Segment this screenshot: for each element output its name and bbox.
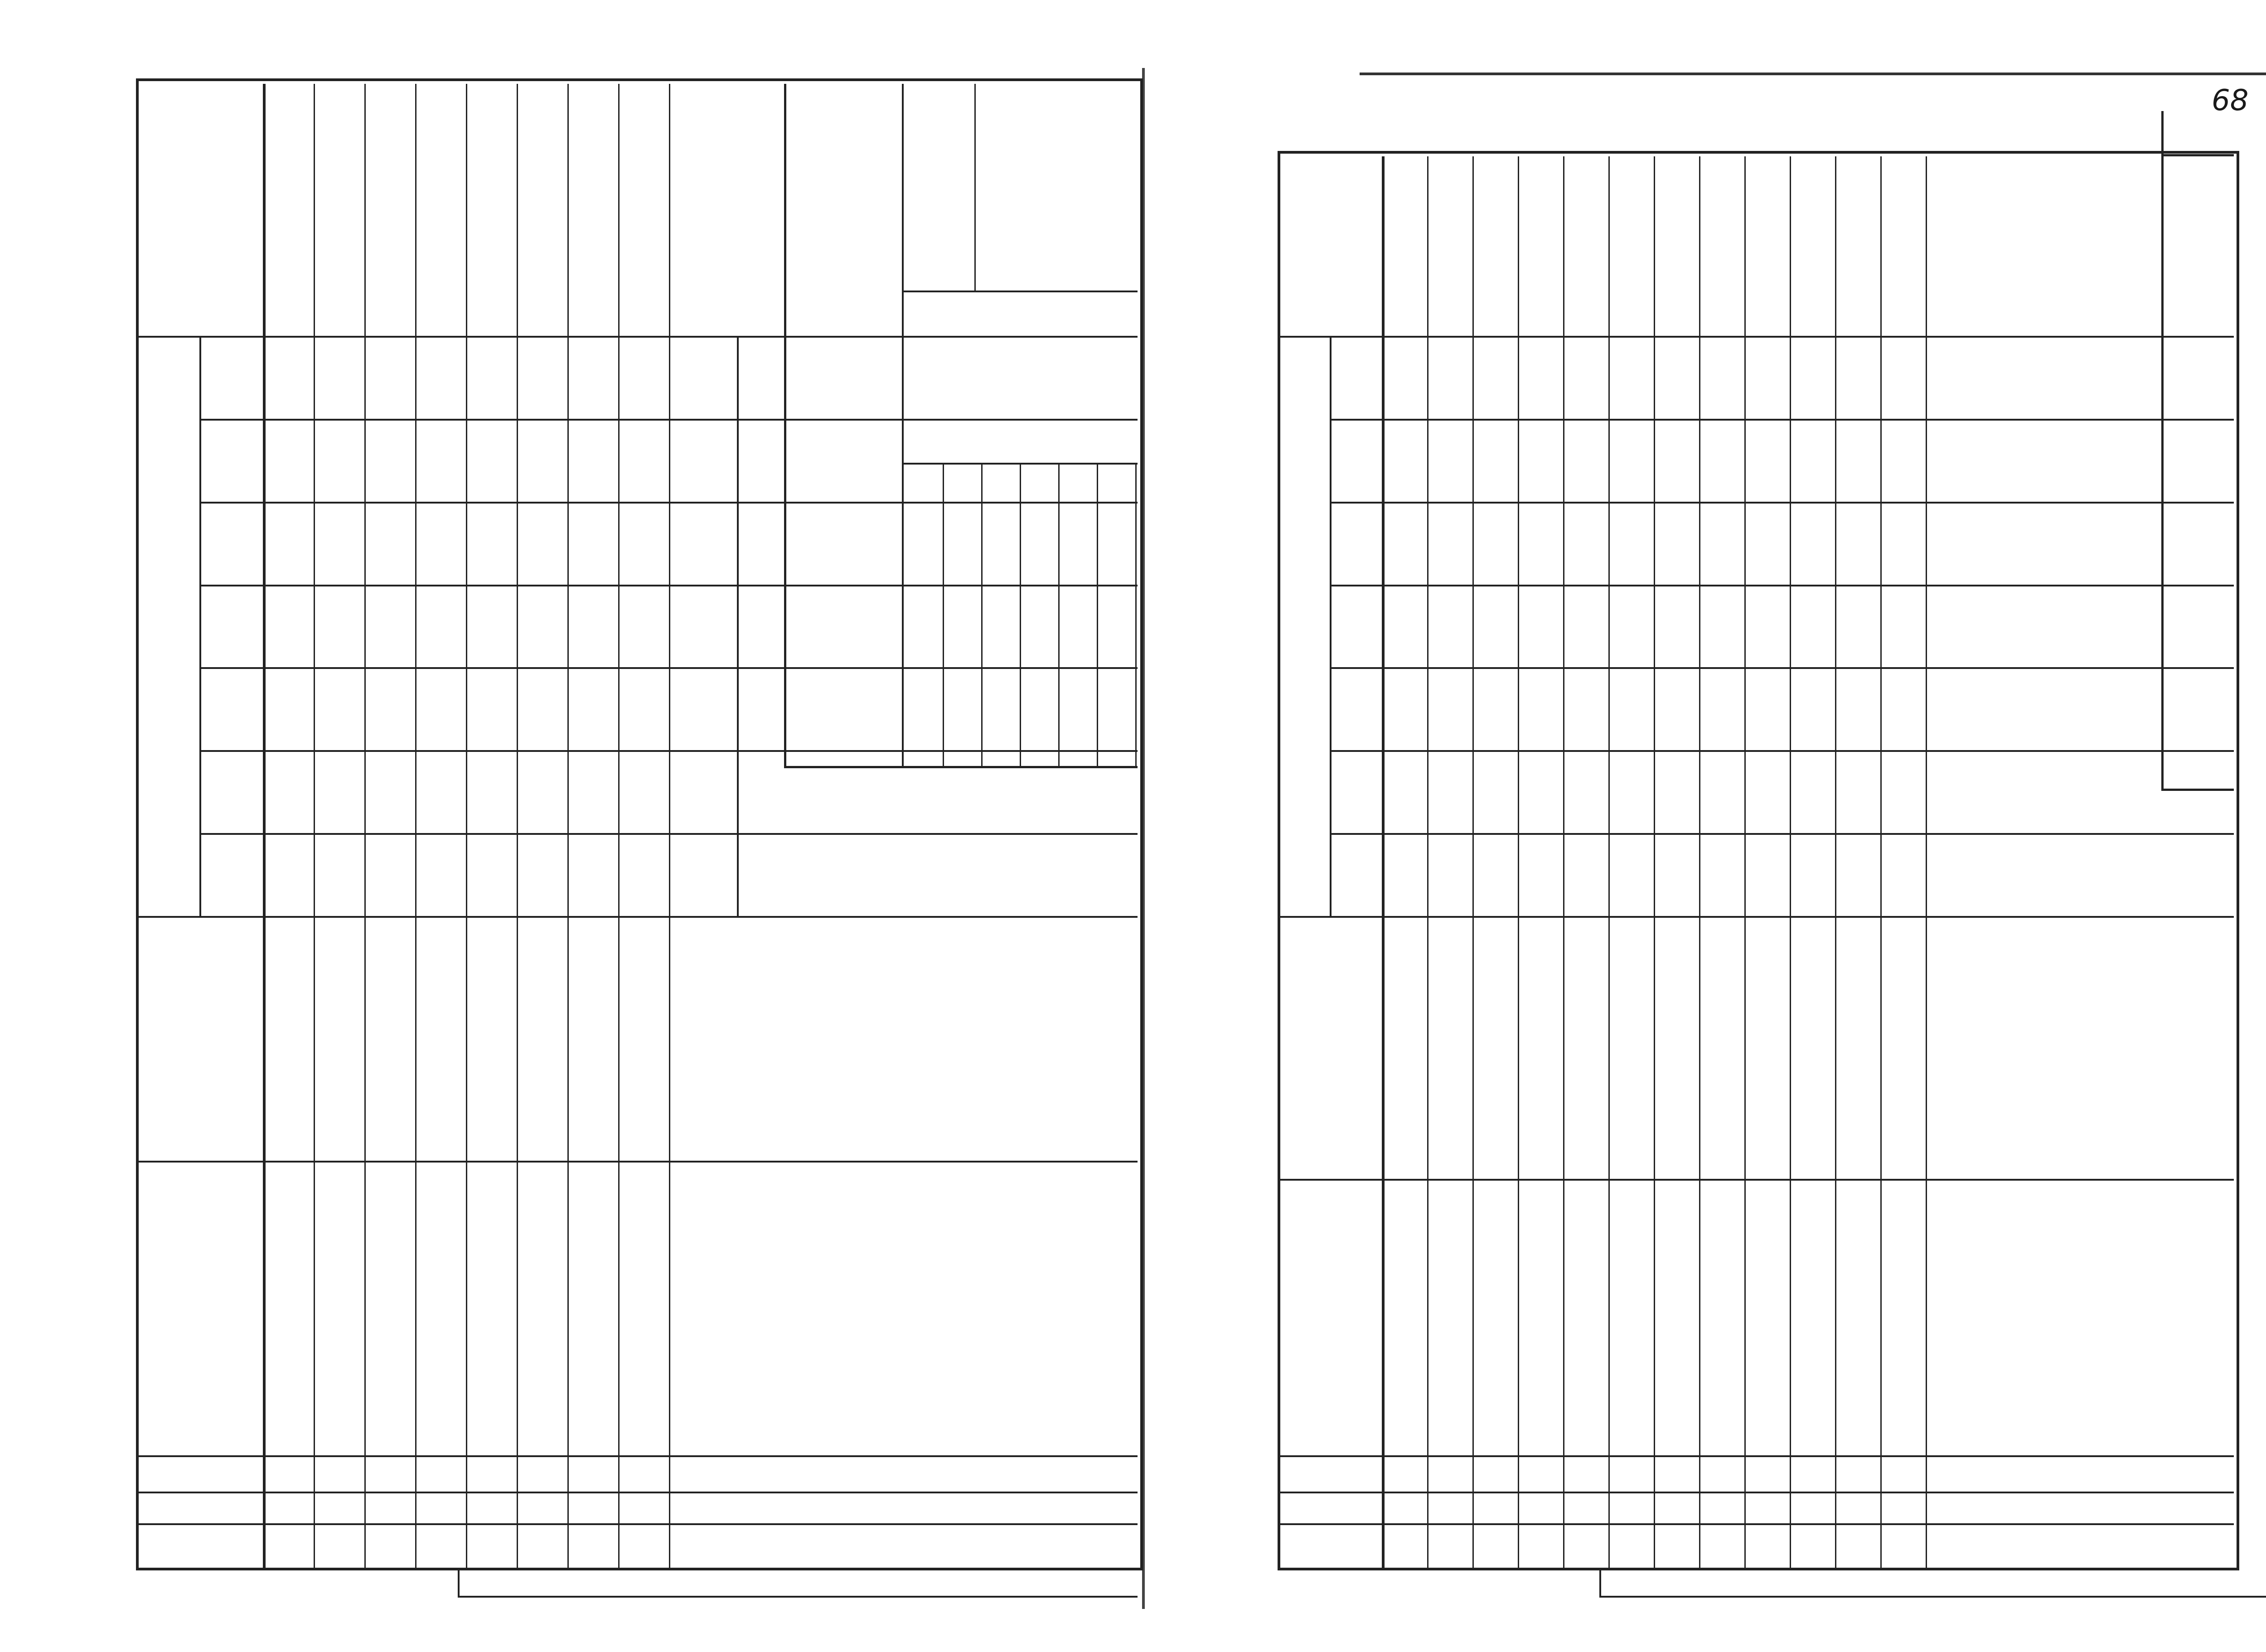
rule-line <box>1608 156 1610 1570</box>
rule-line <box>136 1455 1138 1457</box>
right_sheet-frame <box>1278 151 2239 1570</box>
rule-line <box>458 1570 460 1598</box>
rule-line <box>1097 465 1098 768</box>
rule-line <box>784 84 786 768</box>
rule-line <box>784 766 1138 768</box>
rule-line <box>1278 1523 2234 1525</box>
rule-line <box>199 833 1138 835</box>
rule-line <box>618 84 620 1570</box>
rule-line <box>1790 156 1791 1570</box>
rule-line <box>1330 338 1332 918</box>
rule-line <box>415 84 416 1570</box>
rule-line <box>1518 156 1519 1570</box>
rule-line <box>1835 156 1836 1570</box>
rule-line <box>1278 916 2234 918</box>
rule-line <box>2161 789 2234 791</box>
left_sheet-frame <box>136 78 1143 1570</box>
rule-line <box>1699 156 1700 1570</box>
rule-line <box>737 338 739 918</box>
right-sheet-rotated-content <box>1146 0 2266 1652</box>
rule-line <box>1330 750 2234 752</box>
rule-line <box>902 84 904 768</box>
rule-line <box>1330 833 2234 835</box>
rule-line <box>1599 1570 1601 1598</box>
rule-line <box>1330 419 2234 421</box>
rule-line <box>263 84 266 1570</box>
rule-line <box>1472 156 1474 1570</box>
rule-line <box>1330 585 2234 586</box>
rule-line <box>199 750 1138 752</box>
rule-line <box>567 84 569 1570</box>
rule-line <box>2161 154 2234 156</box>
rule-line <box>136 1161 1138 1163</box>
rule-line <box>943 465 944 768</box>
rule-line <box>1278 1492 2234 1493</box>
rule-line <box>466 84 467 1570</box>
rule-line <box>364 84 366 1570</box>
rule-line <box>1880 156 1882 1570</box>
rule-line <box>1278 1455 2234 1457</box>
rule-line <box>1599 1596 2266 1598</box>
rule-line <box>136 336 1138 338</box>
rule-line <box>669 84 670 1570</box>
rule-line <box>1744 156 1746 1570</box>
rule-line <box>458 1596 1138 1598</box>
rule-line <box>1563 156 1564 1570</box>
rule-line <box>1330 502 2234 504</box>
rule-line <box>1278 336 2234 338</box>
rule-line <box>1278 1179 2234 1181</box>
rule-line <box>1020 465 1021 768</box>
rule-line <box>1654 156 1655 1570</box>
rule-line <box>2161 111 2164 791</box>
rule-line <box>199 502 1138 504</box>
rule-line <box>314 84 315 1570</box>
rule-line <box>974 84 976 292</box>
rule-line <box>1058 465 1060 768</box>
rule-line <box>199 419 1138 421</box>
rule-line <box>1926 156 1927 1570</box>
right-sheet <box>1146 0 2266 1652</box>
rule-line <box>981 465 983 768</box>
rule-line <box>199 585 1138 586</box>
rule-line <box>199 338 201 918</box>
page-number: 68 <box>2212 84 2249 117</box>
rule-line <box>1135 465 1137 768</box>
rule-line <box>136 1492 1138 1493</box>
rule-line <box>1427 156 1428 1570</box>
rule-line <box>136 1523 1138 1525</box>
rule-line <box>517 84 518 1570</box>
rule-line <box>902 291 1138 292</box>
rule-line <box>199 667 1138 669</box>
rule-line <box>136 916 1138 918</box>
rule-line <box>1330 667 2234 669</box>
rule-line <box>1382 156 1385 1570</box>
